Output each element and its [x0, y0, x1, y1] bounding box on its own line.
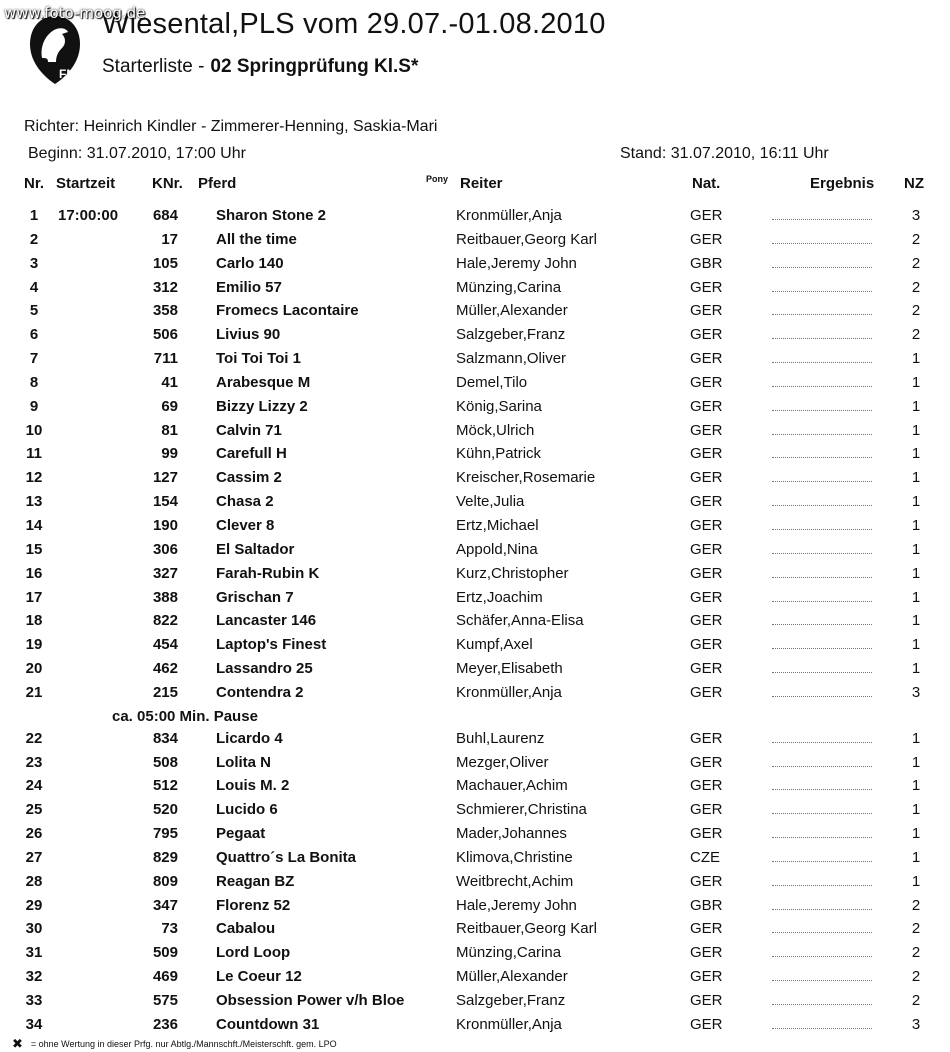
row-result: [772, 235, 872, 244]
row-nation: GER: [690, 230, 723, 248]
row-horse: Grischan 7: [216, 588, 294, 606]
row-nr: 9: [29, 397, 39, 415]
row-nr: 26: [25, 825, 43, 843]
row-nz: 2: [911, 920, 921, 938]
row-rider: Hale,Jeremy John: [456, 254, 577, 272]
footnote: [12, 1036, 337, 1052]
row-nz: 2: [911, 254, 921, 272]
logo-text: FN: [59, 67, 75, 81]
row-nr: 10: [25, 421, 43, 439]
row-result: [772, 593, 872, 602]
table-row: [0, 586, 950, 610]
row-nation: GER: [690, 1015, 723, 1033]
row-nation: GER: [690, 660, 723, 678]
row-horse: El Saltador: [216, 540, 295, 558]
row-result: [772, 569, 872, 578]
row-rider: Münzing,Carina: [456, 944, 562, 962]
row-knr: 509: [152, 944, 178, 962]
row-rider: Buhl,Laurenz: [456, 729, 545, 747]
row-nation: GER: [690, 588, 723, 606]
table-row: [0, 751, 950, 775]
row-nz: 3: [911, 207, 921, 224]
table-row: [0, 917, 950, 941]
row-knr: 73: [161, 920, 178, 938]
row-nation: GER: [690, 683, 723, 701]
row-result: [772, 758, 872, 767]
row-knr: 347: [152, 896, 178, 914]
row-knr: 454: [152, 636, 178, 654]
row-nation: GER: [690, 421, 723, 439]
row-nation: GER: [690, 302, 723, 320]
col-header-horse: Pferd: [198, 175, 237, 192]
row-horse: Contendra 2: [216, 683, 304, 701]
row-knr: 388: [152, 588, 178, 606]
row-nr: 34: [25, 1015, 43, 1033]
row-horse: Florenz 52: [216, 896, 291, 914]
row-nr: 17: [25, 588, 43, 606]
row-nz: 1: [911, 493, 921, 511]
pause-label: ca. 05:00 Min. Pause: [112, 707, 258, 725]
footnote-cross-icon: ✖: [12, 1036, 23, 1051]
row-nr: 8: [29, 373, 39, 391]
row-horse: Lancaster 146: [216, 612, 317, 630]
row-knr: 469: [152, 968, 178, 986]
row-nz: 2: [911, 896, 921, 914]
row-nz: 1: [911, 848, 921, 866]
row-knr: 358: [152, 302, 178, 320]
row-result: [772, 402, 872, 411]
row-nr: 22: [25, 729, 43, 747]
row-horse: Lord Loop: [216, 944, 291, 962]
row-nation: GBR: [690, 254, 723, 272]
row-horse: Livius 90: [216, 326, 281, 344]
row-nz: 1: [911, 660, 921, 678]
row-rider: Salzgeber,Franz: [456, 326, 566, 344]
row-knr: 512: [152, 777, 178, 795]
col-header-knr: KNr.: [152, 175, 183, 192]
row-knr: 327: [152, 564, 178, 582]
row-rider: Müller,Alexander: [456, 302, 568, 320]
row-nr: 12: [25, 469, 43, 487]
row-knr: 829: [152, 848, 178, 866]
row-nation: GER: [690, 636, 723, 654]
row-nz: 2: [911, 326, 921, 344]
row-result: [772, 211, 872, 220]
table-row: [0, 774, 950, 798]
row-nation: GER: [690, 397, 723, 415]
row-nr: 3: [29, 254, 39, 272]
row-result: [772, 521, 872, 530]
judges: Richter: Heinrich Kindler - Zimmerer-Henning, Saskia-Mari: [24, 118, 438, 135]
row-nz: 1: [911, 373, 921, 391]
row-result: [772, 688, 872, 697]
subtitle-prefix: Starterliste -: [102, 56, 205, 77]
row-horse: Laptop's Finest: [216, 636, 327, 654]
table-row: [0, 252, 950, 276]
watermark: www.foto-moog.de: [4, 4, 146, 22]
row-nr: 31: [25, 944, 43, 962]
row-nr: 15: [25, 540, 43, 558]
row-result: [772, 901, 872, 910]
row-knr: 809: [152, 872, 178, 890]
row-knr: 41: [161, 373, 178, 391]
row-rider: Kronmüller,Anja: [456, 207, 562, 224]
row-nation: GER: [690, 729, 723, 747]
row-result: [772, 640, 872, 649]
table-row: [0, 822, 950, 846]
row-knr: 462: [152, 660, 178, 678]
row-rider: Münzing,Carina: [456, 278, 562, 296]
row-nation: GER: [690, 872, 723, 890]
row-nation: CZE: [690, 848, 720, 866]
row-rider: Kronmüller,Anja: [456, 1015, 562, 1033]
table-row: [0, 228, 950, 252]
row-nz: 2: [911, 302, 921, 320]
col-header-nz: NZ: [904, 175, 924, 192]
table-row: [0, 894, 950, 918]
row-nr: 20: [25, 660, 43, 678]
row-result: [772, 354, 872, 363]
row-result: [772, 924, 872, 933]
row-horse: Cabalou: [216, 920, 276, 938]
row-rider: Mezger,Oliver: [456, 753, 549, 771]
row-nr: 33: [25, 992, 43, 1009]
row-nr: 21: [25, 683, 43, 701]
row-result: [772, 734, 872, 743]
row-result: [772, 330, 872, 339]
row-rider: Kronmüller,Anja: [456, 683, 562, 701]
row-result: [772, 545, 872, 554]
col-header-result: Ergebnis: [810, 175, 875, 192]
row-horse: Licardo 4: [216, 729, 283, 747]
row-knr: 105: [152, 254, 178, 272]
row-rider: Ertz,Joachim: [456, 588, 543, 606]
row-horse: Lucido 6: [216, 801, 278, 819]
competition-name: 02 Springprüfung Kl.S*: [210, 56, 419, 77]
row-nz: 1: [911, 729, 921, 747]
row-rider: Ertz,Michael: [456, 516, 539, 534]
row-nz: 2: [911, 992, 921, 1009]
row-nation: GER: [690, 753, 723, 771]
row-nr: 14: [25, 516, 43, 534]
row-knr: 236: [152, 1015, 178, 1033]
row-nr: 29: [25, 896, 43, 914]
row-horse: Carlo 140: [216, 254, 284, 272]
row-nation: GER: [690, 445, 723, 463]
row-result: [772, 473, 872, 482]
table-row: [0, 395, 950, 419]
table-row: [0, 870, 950, 894]
row-nz: 1: [911, 872, 921, 890]
row-horse: Emilio 57: [216, 278, 282, 296]
row-rider: Appold,Nina: [456, 540, 538, 558]
table-row: [0, 538, 950, 562]
row-rider: Machauer,Achim: [456, 777, 568, 795]
row-nz: 1: [911, 397, 921, 415]
col-header-pony: Pony: [426, 174, 449, 184]
row-nz: 1: [911, 588, 921, 606]
row-result: [772, 781, 872, 790]
row-nation: GER: [690, 469, 723, 487]
row-knr: 312: [152, 278, 178, 296]
row-nation: GER: [690, 825, 723, 843]
row-nr: 32: [25, 968, 43, 986]
row-knr: 822: [152, 612, 178, 630]
table-row: [0, 490, 950, 514]
col-header-time: Startzeit: [56, 175, 116, 192]
table-row: [0, 846, 950, 870]
row-knr: 99: [161, 445, 178, 463]
row-nr: 19: [25, 636, 43, 654]
row-nation: GER: [690, 968, 723, 986]
row-rider: Kumpf,Axel: [456, 636, 533, 654]
row-rider: Schäfer,Anna-Elisa: [456, 612, 584, 630]
row-nz: 3: [911, 683, 921, 701]
row-nz: 1: [911, 540, 921, 558]
row-nz: 2: [911, 230, 921, 248]
row-nation: GER: [690, 920, 723, 938]
row-nr: 11: [26, 445, 42, 463]
row-nr: 13: [25, 493, 43, 511]
row-knr: 215: [152, 683, 178, 701]
row-horse: Louis M. 2: [216, 777, 290, 795]
row-rider: Möck,Ulrich: [456, 421, 535, 439]
table-row: [0, 609, 950, 633]
table-row: [0, 1013, 950, 1037]
row-result: [772, 996, 872, 1005]
row-horse: Obsession Power v/h Bloe: [216, 992, 405, 1009]
row-result: [772, 853, 872, 862]
table-row: [0, 681, 950, 705]
table-row: [0, 204, 950, 228]
row-nation: GER: [690, 801, 723, 819]
row-horse: Lolita N: [216, 753, 271, 771]
row-nr: 16: [25, 564, 43, 582]
row-nation: GER: [690, 612, 723, 630]
row-nr: 30: [25, 920, 43, 938]
table-row: [0, 798, 950, 822]
row-rider: Schmierer,Christina: [456, 801, 587, 819]
row-knr: 69: [161, 397, 178, 415]
row-nz: 1: [911, 564, 921, 582]
row-result: [772, 829, 872, 838]
starter-list: [0, 204, 950, 1037]
row-rider: Klimova,Christine: [456, 848, 573, 866]
row-knr: 834: [152, 729, 178, 747]
row-knr: 127: [152, 469, 178, 487]
row-nz: 1: [911, 753, 921, 771]
row-rider: Müller,Alexander: [456, 968, 568, 986]
row-nation: GER: [690, 516, 723, 534]
row-horse: Clever 8: [216, 516, 275, 534]
table-row: [0, 276, 950, 300]
row-nr: 24: [25, 777, 43, 795]
row-nz: 1: [911, 421, 921, 439]
col-header-nr: Nr.: [24, 175, 45, 192]
row-rider: Meyer,Elisabeth: [456, 660, 563, 678]
row-result: [772, 1020, 872, 1029]
row-knr: 154: [152, 493, 178, 511]
row-nz: 2: [911, 968, 921, 986]
page-title: Wiesental,PLS vom 29.07.-01.08.2010: [102, 8, 606, 40]
row-nz: 1: [911, 636, 921, 654]
row-nation: GER: [690, 992, 723, 1009]
row-nr: 1: [29, 207, 39, 224]
table-row: [0, 442, 950, 466]
row-horse: Reagan BZ: [216, 872, 295, 890]
col-header-rider: Reiter: [460, 175, 503, 192]
row-nr: 23: [25, 753, 43, 771]
row-nz: 1: [911, 825, 921, 843]
row-nation: GER: [690, 278, 723, 296]
row-rider: Weitbrecht,Achim: [456, 872, 574, 890]
row-rider: Hale,Jeremy John: [456, 896, 577, 914]
row-knr: 575: [152, 992, 178, 1009]
table-row: [0, 347, 950, 371]
row-nr: 27: [25, 848, 43, 866]
row-horse: Farah-Rubin K: [216, 564, 320, 582]
table-row: [0, 965, 950, 989]
row-horse: Pegaat: [216, 825, 266, 843]
row-horse: Chasa 2: [216, 493, 274, 511]
row-horse: Arabesque M: [216, 373, 311, 391]
row-rider: Reitbauer,Georg Karl: [456, 230, 597, 248]
row-nz: 2: [911, 944, 921, 962]
table-row: [0, 727, 950, 751]
table-row: [0, 323, 950, 347]
row-nr: 28: [25, 872, 43, 890]
row-result: [772, 664, 872, 673]
table-row: [0, 419, 950, 443]
row-result: [772, 877, 872, 886]
row-nr: 5: [29, 302, 39, 320]
row-result: [772, 805, 872, 814]
row-result: [772, 378, 872, 387]
row-nation: GER: [690, 207, 723, 224]
row-rider: Salzmann,Oliver: [456, 350, 567, 368]
row-result: [772, 426, 872, 435]
row-horse: Countdown 31: [216, 1015, 320, 1033]
row-horse: All the time: [216, 230, 297, 248]
row-horse: Bizzy Lizzy 2: [216, 397, 308, 415]
row-rider: Velte,Julia: [456, 493, 525, 511]
row-nation: GER: [690, 777, 723, 795]
row-result: [772, 306, 872, 315]
row-nr: 2: [29, 230, 39, 248]
row-result: [772, 283, 872, 292]
row-horse: Carefull H: [216, 445, 287, 463]
row-nation: GBR: [690, 896, 723, 914]
subtitle: [102, 56, 418, 78]
row-knr: 795: [152, 825, 178, 843]
row-nz: 3: [911, 1015, 921, 1033]
row-nz: 1: [911, 445, 921, 463]
row-result: [772, 259, 872, 268]
row-result: [772, 449, 872, 458]
row-start-time: 17:00:00: [58, 207, 119, 224]
row-horse: Le Coeur 12: [216, 968, 302, 986]
row-nz: 1: [911, 516, 921, 534]
row-horse: Calvin 71: [216, 421, 282, 439]
row-knr: 520: [152, 801, 178, 819]
row-nation: GER: [690, 326, 723, 344]
row-rider: Kreischer,Rosemarie: [456, 469, 596, 487]
fn-logo: [26, 14, 84, 86]
footnote-text: = ohne Wertung in dieser Prfg. nur Abtlg./Mannschft./Meisterschft. gem. LPO: [30, 1039, 337, 1049]
row-nz: 1: [911, 469, 921, 487]
row-nz: 1: [911, 612, 921, 630]
row-nz: 1: [911, 350, 921, 368]
row-horse: Sharon Stone 2: [216, 207, 327, 224]
row-nz: 2: [911, 278, 921, 296]
row-rider: Kühn,Patrick: [456, 445, 542, 463]
pause-row: [0, 705, 950, 727]
row-nation: GER: [690, 350, 723, 368]
row-nr: 7: [29, 350, 39, 368]
row-rider: König,Sarina: [456, 397, 542, 415]
row-nation: GER: [690, 373, 723, 391]
row-result: [772, 948, 872, 957]
row-rider: Demel,Tilo: [456, 373, 528, 391]
table-row: [0, 466, 950, 490]
row-nation: GER: [690, 944, 723, 962]
row-knr: 306: [152, 540, 178, 558]
table-row: [0, 633, 950, 657]
row-nr: 6: [29, 326, 39, 344]
row-result: [772, 972, 872, 981]
stand-time: Stand: 31.07.2010, 16:11 Uhr: [620, 145, 829, 162]
col-header-nat: Nat.: [692, 175, 721, 192]
row-nz: 1: [911, 801, 921, 819]
row-rider: Kurz,Christopher: [456, 564, 569, 582]
table-row: [0, 299, 950, 323]
row-knr: 506: [152, 326, 178, 344]
table-row: [0, 941, 950, 965]
table-row: [0, 989, 950, 1013]
row-knr: 684: [152, 207, 178, 224]
table-row: [0, 562, 950, 586]
row-rider: Mader,Johannes: [456, 825, 567, 843]
row-knr: 711: [153, 350, 178, 368]
table-row: [0, 514, 950, 538]
row-result: [772, 497, 872, 506]
row-nr: 18: [25, 612, 43, 630]
row-nr: 4: [29, 278, 39, 296]
row-horse: Fromecs Lacontaire: [216, 302, 359, 320]
row-knr: 81: [161, 421, 178, 439]
row-knr: 190: [152, 516, 178, 534]
row-result: [772, 616, 872, 625]
row-knr: 17: [161, 230, 178, 248]
row-horse: Toi Toi Toi 1: [216, 350, 301, 368]
table-row: [0, 657, 950, 681]
row-nr: 25: [25, 801, 43, 819]
row-knr: 508: [152, 753, 178, 771]
row-horse: Quattro´s La Bonita: [216, 848, 357, 866]
row-rider: Reitbauer,Georg Karl: [456, 920, 597, 938]
row-nation: GER: [690, 493, 723, 511]
row-nation: GER: [690, 564, 723, 582]
row-horse: Cassim 2: [216, 469, 282, 487]
row-nation: GER: [690, 540, 723, 558]
row-nz: 1: [911, 777, 921, 795]
start-time: Beginn: 31.07.2010, 17:00 Uhr: [28, 145, 246, 162]
row-horse: Lassandro 25: [216, 660, 313, 678]
table-row: [0, 371, 950, 395]
row-rider: Salzgeber,Franz: [456, 992, 566, 1009]
